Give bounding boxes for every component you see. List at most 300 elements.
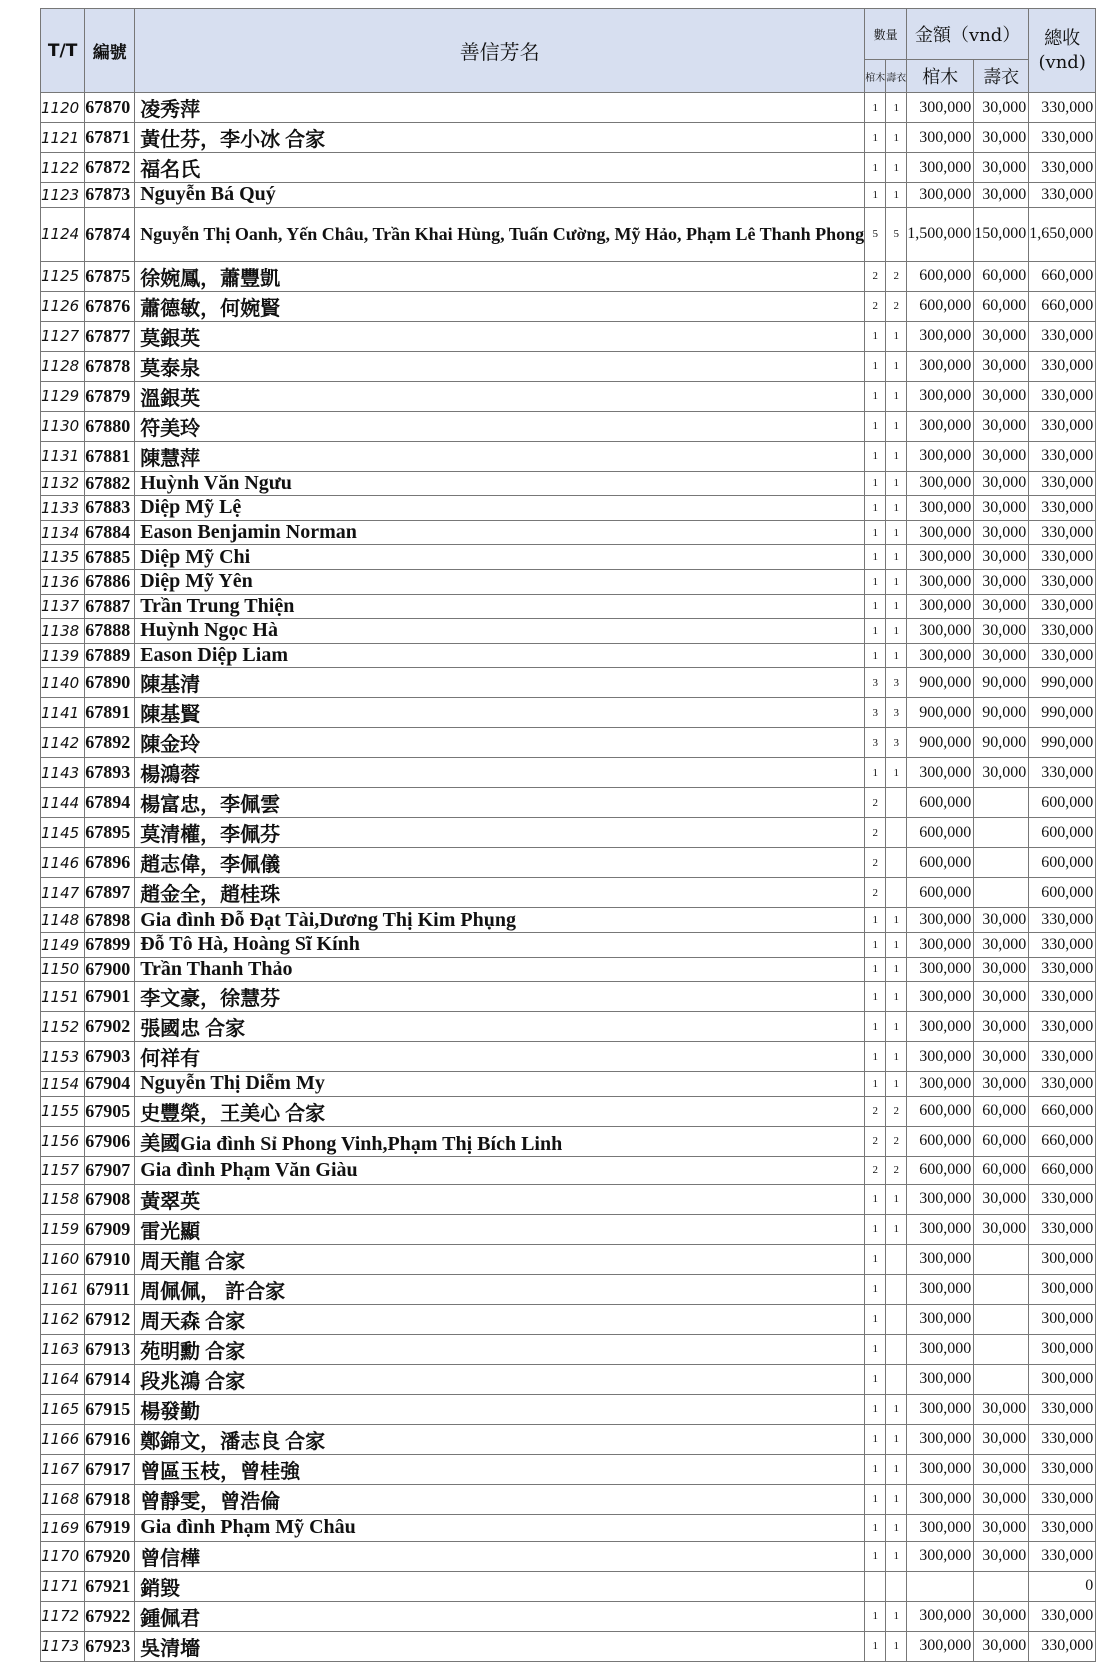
row-donor-name: Trần Trung Thiện	[135, 594, 865, 619]
row-number: 1153	[41, 1042, 85, 1072]
row-code: 67896	[85, 848, 135, 878]
row-number: 1140	[41, 668, 85, 698]
row-amount-coffin: 900,000	[907, 698, 974, 728]
row-qty-coffin: 1	[865, 1454, 886, 1484]
row-donor-name: Eason Benjamin Norman	[135, 520, 865, 545]
row-amount-coffin: 300,000	[907, 351, 974, 381]
table-row	[41, 818, 1096, 848]
row-donor-name: 趙金全，趙桂珠	[135, 878, 865, 908]
row-donor-name: 符美玲	[135, 411, 865, 441]
row-total: 330,000	[1029, 153, 1096, 183]
row-amount-garment: 30,000	[974, 908, 1029, 933]
row-code: 67907	[85, 1156, 135, 1184]
row-number: 1144	[41, 788, 85, 818]
row-donor-name: 楊鴻蓉	[135, 758, 865, 788]
row-qty-coffin: 1	[865, 758, 886, 788]
row-code: 67875	[85, 261, 135, 291]
row-donor-name: Gia đình Phạm Văn Giàu	[135, 1156, 865, 1184]
row-qty-coffin: 1	[865, 957, 886, 982]
row-total: 330,000	[1029, 1012, 1096, 1042]
row-qty-garment	[886, 1334, 907, 1364]
row-amount-coffin: 300,000	[907, 1631, 974, 1661]
table-row	[41, 93, 1096, 123]
row-qty-coffin: 2	[865, 261, 886, 291]
row-qty-garment	[886, 1571, 907, 1601]
row-donor-name: 楊富忠，李佩雲	[135, 788, 865, 818]
table-row	[41, 1454, 1096, 1484]
row-code: 67921	[85, 1571, 135, 1601]
row-amount-coffin: 300,000	[907, 1334, 974, 1364]
row-code: 67899	[85, 932, 135, 957]
row-qty-garment: 1	[886, 1214, 907, 1244]
row-total: 330,000	[1029, 93, 1096, 123]
row-number: 1135	[41, 545, 85, 570]
row-donor-name: Gia đình Đỗ Đạt Tài,Dương Thị Kim Phụng	[135, 908, 865, 933]
row-qty-garment: 1	[886, 1541, 907, 1571]
row-donor-name: 莫銀英	[135, 321, 865, 351]
row-amount-garment: 30,000	[974, 321, 1029, 351]
row-amount-garment: 30,000	[974, 932, 1029, 957]
row-number: 1129	[41, 381, 85, 411]
table-row	[41, 291, 1096, 321]
row-number: 1159	[41, 1214, 85, 1244]
row-total: 330,000	[1029, 183, 1096, 208]
row-total: 330,000	[1029, 908, 1096, 933]
row-total: 300,000	[1029, 1334, 1096, 1364]
header-code: 編號	[85, 9, 135, 93]
row-amount-garment: 30,000	[974, 1184, 1029, 1214]
row-qty-garment: 1	[886, 758, 907, 788]
table-row	[41, 957, 1096, 982]
header-amount-coffin: 棺木	[907, 60, 974, 93]
row-code: 67885	[85, 545, 135, 570]
row-number: 1157	[41, 1156, 85, 1184]
row-qty-garment: 1	[886, 411, 907, 441]
row-donor-name: 周天龍 合家	[135, 1244, 865, 1274]
row-total: 990,000	[1029, 728, 1096, 758]
table-row	[41, 1274, 1096, 1304]
row-donor-name: 銷毀	[135, 1571, 865, 1601]
table-row	[41, 1424, 1096, 1454]
row-number: 1158	[41, 1184, 85, 1214]
row-amount-garment: 30,000	[974, 1394, 1029, 1424]
row-number: 1169	[41, 1514, 85, 1541]
table-row	[41, 698, 1096, 728]
row-code: 67916	[85, 1424, 135, 1454]
row-qty-garment: 1	[886, 1184, 907, 1214]
table-row	[41, 1631, 1096, 1661]
row-qty-garment: 1	[886, 471, 907, 496]
row-code: 67920	[85, 1541, 135, 1571]
row-code: 67918	[85, 1484, 135, 1514]
row-amount-coffin: 300,000	[907, 908, 974, 933]
row-qty-coffin: 1	[865, 1631, 886, 1661]
row-amount-garment	[974, 788, 1029, 818]
row-qty-garment: 2	[886, 291, 907, 321]
row-number: 1137	[41, 594, 85, 619]
row-total: 660,000	[1029, 1156, 1096, 1184]
row-amount-coffin: 300,000	[907, 123, 974, 153]
row-total: 330,000	[1029, 982, 1096, 1012]
row-number: 1171	[41, 1571, 85, 1601]
row-qty-coffin: 1	[865, 1541, 886, 1571]
row-number: 1130	[41, 411, 85, 441]
table-row	[41, 1244, 1096, 1274]
row-number: 1160	[41, 1244, 85, 1274]
row-total: 600,000	[1029, 848, 1096, 878]
row-qty-coffin: 1	[865, 411, 886, 441]
row-donor-name: Eason Diệp Liam	[135, 643, 865, 668]
row-donor-name: Nguyễn Thị Oanh, Yến Châu, Trần Khai Hùng, Tuấn Cường, Mỹ Hảo, Phạm Lê Thanh Phong	[135, 207, 865, 261]
row-donor-name: Huỳnh Ngọc Hà	[135, 619, 865, 644]
table-row	[41, 321, 1096, 351]
row-qty-coffin: 1	[865, 321, 886, 351]
table-row	[41, 908, 1096, 933]
row-total: 330,000	[1029, 545, 1096, 570]
row-donor-name: 鍾佩君	[135, 1601, 865, 1631]
table-row	[41, 183, 1096, 208]
row-total: 330,000	[1029, 1184, 1096, 1214]
row-qty-garment: 3	[886, 728, 907, 758]
row-amount-garment: 30,000	[974, 183, 1029, 208]
row-qty-coffin: 1	[865, 1601, 886, 1631]
row-qty-coffin: 1	[865, 932, 886, 957]
row-amount-coffin: 600,000	[907, 818, 974, 848]
row-number: 1139	[41, 643, 85, 668]
row-amount-garment	[974, 1274, 1029, 1304]
row-amount-garment: 90,000	[974, 728, 1029, 758]
row-donor-name: Huỳnh Văn Ngưu	[135, 471, 865, 496]
row-amount-coffin: 300,000	[907, 381, 974, 411]
row-number: 1123	[41, 183, 85, 208]
row-total: 330,000	[1029, 1394, 1096, 1424]
row-donor-name: 曾靜雯，曾浩倫	[135, 1484, 865, 1514]
row-amount-coffin: 300,000	[907, 411, 974, 441]
row-total: 1,650,000	[1029, 207, 1096, 261]
row-qty-garment: 3	[886, 668, 907, 698]
row-total: 330,000	[1029, 957, 1096, 982]
row-code: 67880	[85, 411, 135, 441]
row-amount-coffin: 300,000	[907, 153, 974, 183]
row-amount-garment: 30,000	[974, 1601, 1029, 1631]
row-donor-name: 莫泰泉	[135, 351, 865, 381]
row-amount-coffin: 300,000	[907, 321, 974, 351]
row-qty-coffin: 2	[865, 291, 886, 321]
row-donor-name: 雷光顯	[135, 1214, 865, 1244]
row-number: 1131	[41, 441, 85, 471]
row-amount-coffin: 300,000	[907, 1274, 974, 1304]
row-code: 67895	[85, 818, 135, 848]
row-qty-garment	[886, 878, 907, 908]
row-qty-coffin: 1	[865, 496, 886, 521]
header-total-unit: (vnd)	[1038, 51, 1086, 73]
row-donor-name: 莫清權，李佩芬	[135, 818, 865, 848]
row-code: 67873	[85, 183, 135, 208]
row-donor-name: Trần Thanh Thảo	[135, 957, 865, 982]
row-qty-coffin: 1	[865, 1012, 886, 1042]
row-amount-coffin: 300,000	[907, 1184, 974, 1214]
row-amount-garment: 30,000	[974, 1072, 1029, 1097]
row-total: 990,000	[1029, 698, 1096, 728]
row-amount-garment: 60,000	[974, 1126, 1029, 1156]
row-amount-garment: 60,000	[974, 261, 1029, 291]
row-qty-coffin: 2	[865, 878, 886, 908]
row-amount-garment: 150,000	[974, 207, 1029, 261]
row-number: 1152	[41, 1012, 85, 1042]
row-number: 1155	[41, 1096, 85, 1126]
row-code: 67871	[85, 123, 135, 153]
row-amount-coffin: 300,000	[907, 1484, 974, 1514]
row-amount-garment: 30,000	[974, 381, 1029, 411]
row-donor-name: 周天森 合家	[135, 1304, 865, 1334]
row-donor-name: 趙志偉，李佩儀	[135, 848, 865, 878]
row-qty-coffin: 1	[865, 1334, 886, 1364]
table-row	[41, 668, 1096, 698]
header-qty-garment: 壽衣	[886, 60, 907, 93]
row-donor-name: 楊發勤	[135, 1394, 865, 1424]
table-row	[41, 1096, 1096, 1126]
table-row	[41, 1012, 1096, 1042]
table-body	[41, 93, 1096, 1662]
row-donor-name: 張國忠 合家	[135, 1012, 865, 1042]
row-amount-coffin: 900,000	[907, 668, 974, 698]
row-qty-coffin: 1	[865, 619, 886, 644]
row-amount-garment: 30,000	[974, 1541, 1029, 1571]
row-amount-coffin: 300,000	[907, 1454, 974, 1484]
header-name: 善信芳名	[135, 9, 865, 93]
row-donor-name: 美國Gia đình Sỉ Phong Vinh,Phạm Thị Bích Linh	[135, 1126, 865, 1156]
row-amount-garment: 30,000	[974, 1484, 1029, 1514]
row-code: 67870	[85, 93, 135, 123]
row-total: 330,000	[1029, 758, 1096, 788]
row-total: 330,000	[1029, 1454, 1096, 1484]
row-total: 660,000	[1029, 261, 1096, 291]
row-number: 1170	[41, 1541, 85, 1571]
row-number: 1124	[41, 207, 85, 261]
table-row	[41, 1541, 1096, 1571]
row-qty-garment: 3	[886, 698, 907, 728]
row-qty-coffin: 1	[865, 153, 886, 183]
row-qty-coffin: 2	[865, 1126, 886, 1156]
table-row	[41, 381, 1096, 411]
table-row	[41, 643, 1096, 668]
row-total: 330,000	[1029, 520, 1096, 545]
row-donor-name: 陳慧萍	[135, 441, 865, 471]
row-amount-garment	[974, 848, 1029, 878]
row-number: 1142	[41, 728, 85, 758]
row-code: 67874	[85, 207, 135, 261]
row-qty-coffin: 1	[865, 1184, 886, 1214]
row-code: 67890	[85, 668, 135, 698]
table-row	[41, 545, 1096, 570]
row-code: 67888	[85, 619, 135, 644]
row-qty-garment: 1	[886, 932, 907, 957]
row-qty-coffin: 1	[865, 643, 886, 668]
row-amount-garment	[974, 1364, 1029, 1394]
row-number: 1147	[41, 878, 85, 908]
table-row	[41, 878, 1096, 908]
row-qty-garment: 1	[886, 123, 907, 153]
row-amount-coffin: 300,000	[907, 1072, 974, 1097]
table-row	[41, 207, 1096, 261]
table-row	[41, 261, 1096, 291]
row-amount-coffin: 300,000	[907, 545, 974, 570]
table-row	[41, 619, 1096, 644]
row-donor-name: Diệp Mỹ Yên	[135, 569, 865, 594]
row-number: 1141	[41, 698, 85, 728]
row-code: 67923	[85, 1631, 135, 1661]
row-qty-coffin: 1	[865, 381, 886, 411]
row-donor-name: 何祥有	[135, 1042, 865, 1072]
table-row	[41, 1214, 1096, 1244]
row-qty-garment: 5	[886, 207, 907, 261]
row-qty-coffin: 1	[865, 1364, 886, 1394]
row-amount-coffin: 300,000	[907, 932, 974, 957]
row-donor-name: 黃仕芬，李小冰 合家	[135, 123, 865, 153]
row-number: 1138	[41, 619, 85, 644]
row-amount-garment: 30,000	[974, 351, 1029, 381]
row-number: 1120	[41, 93, 85, 123]
row-code: 67912	[85, 1304, 135, 1334]
row-qty-coffin: 3	[865, 698, 886, 728]
row-total: 300,000	[1029, 1274, 1096, 1304]
table-row	[41, 1184, 1096, 1214]
row-amount-garment	[974, 1334, 1029, 1364]
row-code: 67879	[85, 381, 135, 411]
row-total: 330,000	[1029, 569, 1096, 594]
row-amount-coffin: 600,000	[907, 261, 974, 291]
row-code: 67905	[85, 1096, 135, 1126]
table-row	[41, 471, 1096, 496]
row-qty-coffin: 2	[865, 848, 886, 878]
row-donor-name: 吳清墻	[135, 1631, 865, 1661]
row-number: 1161	[41, 1274, 85, 1304]
row-code: 67893	[85, 758, 135, 788]
row-total: 330,000	[1029, 643, 1096, 668]
row-donor-name: 福名氏	[135, 153, 865, 183]
row-number: 1136	[41, 569, 85, 594]
row-total: 330,000	[1029, 1631, 1096, 1661]
table-row	[41, 1072, 1096, 1097]
row-amount-garment: 90,000	[974, 668, 1029, 698]
row-amount-coffin: 300,000	[907, 1244, 974, 1274]
row-code: 67889	[85, 643, 135, 668]
row-total: 300,000	[1029, 1364, 1096, 1394]
row-donor-name: 陳基清	[135, 668, 865, 698]
row-code: 67872	[85, 153, 135, 183]
row-qty-garment: 1	[886, 496, 907, 521]
row-qty-coffin: 1	[865, 520, 886, 545]
table-row	[41, 123, 1096, 153]
row-amount-coffin: 300,000	[907, 1394, 974, 1424]
row-amount-coffin: 300,000	[907, 1514, 974, 1541]
row-code: 67898	[85, 908, 135, 933]
row-number: 1126	[41, 291, 85, 321]
row-donor-name: 周佩佩， 許合家	[135, 1274, 865, 1304]
row-qty-garment: 1	[886, 441, 907, 471]
row-total: 330,000	[1029, 1514, 1096, 1541]
header-total	[1029, 9, 1096, 93]
row-amount-garment: 30,000	[974, 496, 1029, 521]
row-qty-coffin: 1	[865, 1304, 886, 1334]
table-row	[41, 1304, 1096, 1334]
row-donor-name: 蕭德敏，何婉賢	[135, 291, 865, 321]
row-qty-coffin: 1	[865, 545, 886, 570]
row-total: 330,000	[1029, 471, 1096, 496]
table-row	[41, 1042, 1096, 1072]
table-row	[41, 411, 1096, 441]
row-qty-garment	[886, 1364, 907, 1394]
row-amount-coffin: 300,000	[907, 1601, 974, 1631]
row-amount-garment	[974, 1571, 1029, 1601]
row-total: 330,000	[1029, 594, 1096, 619]
row-code: 67884	[85, 520, 135, 545]
row-amount-coffin: 300,000	[907, 93, 974, 123]
row-amount-coffin: 300,000	[907, 1042, 974, 1072]
row-qty-coffin: 1	[865, 982, 886, 1012]
row-amount-coffin: 300,000	[907, 1304, 974, 1334]
row-qty-garment: 1	[886, 381, 907, 411]
row-number: 1163	[41, 1334, 85, 1364]
row-qty-garment: 1	[886, 982, 907, 1012]
row-amount-coffin: 600,000	[907, 1156, 974, 1184]
row-qty-garment: 1	[886, 1631, 907, 1661]
row-qty-coffin: 1	[865, 1424, 886, 1454]
row-amount-coffin: 300,000	[907, 1012, 974, 1042]
row-amount-coffin: 300,000	[907, 569, 974, 594]
row-donor-name: Nguyễn Bá Quý	[135, 183, 865, 208]
row-number: 1148	[41, 908, 85, 933]
row-total: 330,000	[1029, 496, 1096, 521]
row-amount-garment: 30,000	[974, 545, 1029, 570]
row-code: 67910	[85, 1244, 135, 1274]
row-code: 67882	[85, 471, 135, 496]
row-code: 67876	[85, 291, 135, 321]
table-row	[41, 496, 1096, 521]
row-amount-coffin: 600,000	[907, 291, 974, 321]
row-total: 0	[1029, 1571, 1096, 1601]
row-amount-coffin: 300,000	[907, 982, 974, 1012]
row-qty-coffin: 5	[865, 207, 886, 261]
row-amount-coffin: 300,000	[907, 1214, 974, 1244]
row-amount-coffin: 300,000	[907, 1424, 974, 1454]
row-amount-garment: 30,000	[974, 1514, 1029, 1541]
row-qty-garment	[886, 848, 907, 878]
row-code: 67915	[85, 1394, 135, 1424]
row-qty-garment: 1	[886, 1601, 907, 1631]
row-amount-coffin: 900,000	[907, 728, 974, 758]
row-number: 1168	[41, 1484, 85, 1514]
header-tt: T/T	[41, 9, 85, 93]
row-qty-coffin	[865, 1571, 886, 1601]
row-number: 1128	[41, 351, 85, 381]
row-qty-garment: 1	[886, 957, 907, 982]
row-total: 330,000	[1029, 123, 1096, 153]
table-row	[41, 1334, 1096, 1364]
table-row	[41, 1364, 1096, 1394]
row-amount-garment	[974, 1304, 1029, 1334]
table-row	[41, 351, 1096, 381]
row-amount-garment: 30,000	[974, 471, 1029, 496]
row-total: 600,000	[1029, 818, 1096, 848]
table-row	[41, 848, 1096, 878]
row-amount-garment: 30,000	[974, 957, 1029, 982]
row-qty-garment: 2	[886, 1126, 907, 1156]
row-donor-name: Nguyễn Thị Diễm My	[135, 1072, 865, 1097]
row-code: 67904	[85, 1072, 135, 1097]
row-qty-coffin: 1	[865, 351, 886, 381]
row-code: 67892	[85, 728, 135, 758]
